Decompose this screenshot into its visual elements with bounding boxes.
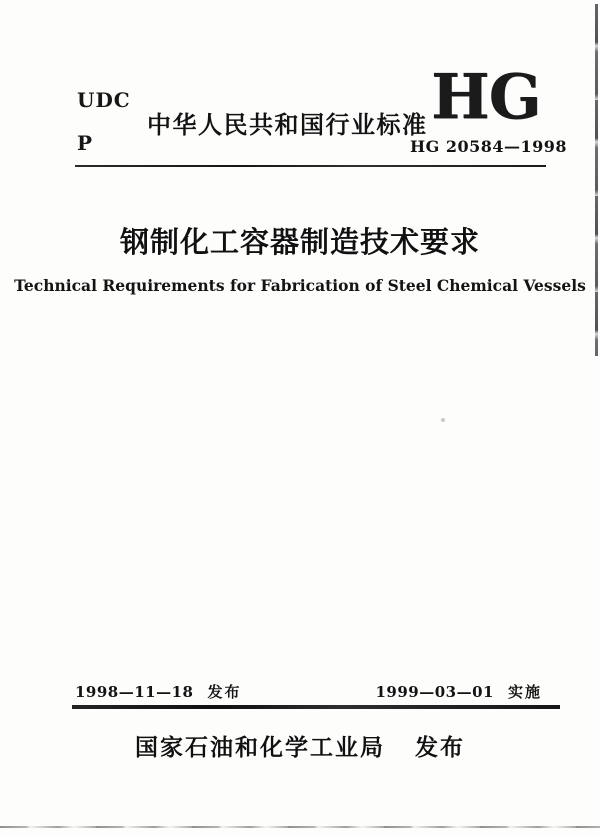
issue-date: 1998—11—18 bbox=[75, 683, 194, 701]
document-title-chinese: 钢制化工容器制造技术要求 bbox=[119, 227, 480, 259]
classification-label: P bbox=[77, 131, 93, 155]
udc-label: UDC bbox=[77, 88, 131, 112]
publish-label: 发布 bbox=[415, 734, 465, 760]
implement-date: 1999—03—01 bbox=[375, 683, 494, 701]
standard-type-heading: 中华人民共和国行业标准 bbox=[147, 112, 428, 139]
publisher-name: 国家石油和化学工业局 bbox=[135, 734, 385, 760]
implement-date-group bbox=[375, 681, 542, 702]
header-divider-line bbox=[75, 165, 546, 167]
footer-divider-line bbox=[72, 705, 560, 709]
publisher-row bbox=[0, 729, 600, 762]
scan-artifact-bottom-edge bbox=[0, 826, 600, 828]
date-row bbox=[75, 681, 542, 702]
implement-label: 实施 bbox=[507, 684, 542, 701]
hg-logo: HG bbox=[431, 60, 541, 133]
scan-artifact-right-edge bbox=[595, 4, 598, 356]
scan-artifact-speck bbox=[441, 418, 445, 422]
document-title-english: Technical Requirements for Fabrication of Steel Chemical Vessels bbox=[14, 276, 586, 295]
issue-date-group bbox=[75, 681, 242, 702]
standard-code: HG 20584—1998 bbox=[410, 137, 568, 156]
issue-label: 发布 bbox=[207, 684, 242, 701]
